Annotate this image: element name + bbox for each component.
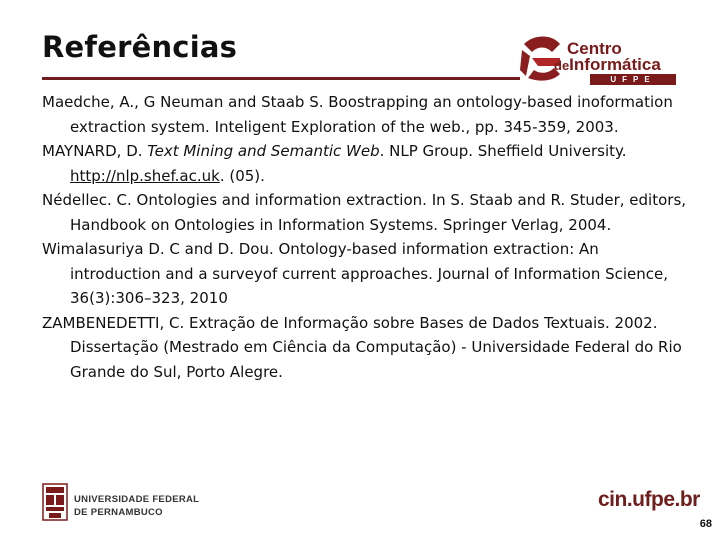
reference-title: Text Mining and Semantic Web [147, 142, 380, 160]
cin-logo-line2-main: Informática [569, 55, 661, 74]
reference-text: . NLP Group. Sheffield University. [379, 142, 627, 160]
reference-text: . (05). [219, 166, 265, 185]
ufpe-crest-icon [42, 483, 68, 521]
reference-item: ZAMBENEDETTI, C. Extração de Informação sobre Bases de Dados Textuais. 2002. Dissertação (Mestrado em Ciência da Computação) - Universidade Federal do Rio Grande do Sul, Porto Alegre. [42, 313, 682, 381]
reference-text: MAYNARD, D. [42, 142, 148, 160]
ufpe-logo [42, 483, 200, 523]
title-divider [42, 77, 520, 80]
reference-link[interactable]: http://nlp.shef.ac.uk [70, 166, 220, 185]
reference-item: Maedche, A., G Neuman and Staab S. Boostrapping an ontology-based inoformation extraction system. Inteligent Exploration of the web., pp. 345-359, 2003. [42, 93, 673, 136]
cin-logo-line2-prefix: de [554, 58, 570, 73]
reference-item: Nédellec. C. Ontologies and information extraction. In S. Staab and R. Studer, editors, Handbook on Ontologies in Information Systems. Springer Verlag, 2004. [42, 191, 687, 234]
cin-logo-line3: UFPE [590, 74, 676, 85]
footer-site: cin.ufpe.br [598, 488, 700, 511]
slide-title: Referências [42, 30, 238, 64]
reference-item [42, 139, 692, 188]
page-number: 68 [699, 518, 712, 530]
university-name-line1: UNIVERSIDADE FEDERAL [74, 494, 200, 505]
cin-logo [520, 34, 680, 86]
university-name-line2: DE PERNAMBUCO [74, 507, 163, 518]
references-list [42, 90, 692, 384]
cin-logo-line1: Centro [567, 39, 622, 58]
cin-logo-line2 [554, 55, 661, 75]
reference-item: Wimalasuriya D. C and D. Dou. Ontology-based information extraction: An introduction and a surveyof current approaches. Journal of Information Science, 36(3):306–323, 2010 [42, 240, 669, 307]
